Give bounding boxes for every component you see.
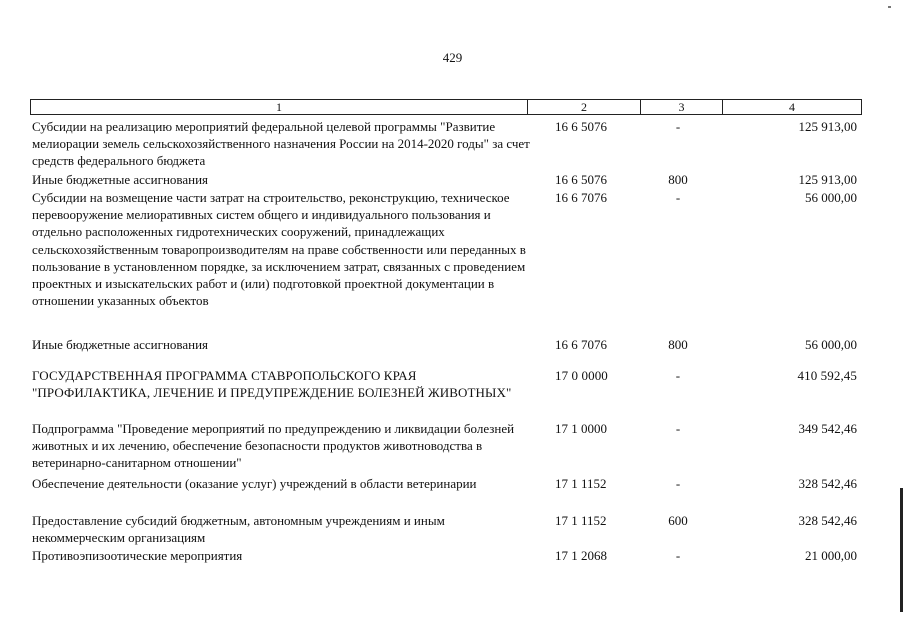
scan-artifact [888,6,891,8]
row-name: ГОСУДАРСТВЕННАЯ ПРОГРАММА СТАВРОПОЛЬСКОГО КРАЯ "ПРОФИЛАКТИКА, ЛЕЧЕНИЕ И ПРЕДУПРЕЖДЕНИЕ БОЛЕЗНЕЙ ЖИВОТНЫХ" [32,368,512,401]
row-amount: 328 542,46 [798,513,857,528]
row-amount: 125 913,00 [798,172,857,187]
row-vr: 800 [668,337,688,352]
row-vr: - [675,368,681,383]
row-amount: 125 913,00 [798,119,857,134]
row-code: 17 1 1152 [555,513,607,528]
row-name: Субсидии на реализацию мероприятий федеральной целевой программы "Развитие мелиорации земель сельскохозяйственного назначения России на 2014-2020 годы" за счет средств федерального бюджета [32,119,530,169]
row-amount: 328 542,46 [798,476,857,491]
row-code: 16 6 7076 [555,190,607,205]
row-vr: - [675,421,681,436]
row-vr: 800 [668,172,688,187]
row-code: 17 1 2068 [555,548,607,563]
table-header [30,99,862,115]
header-col-1: 1 [31,100,528,114]
row-name: Обеспечение деятельности (оказание услуг) учреждений в области ветеринарии [32,476,477,491]
row-name: Иные бюджетные ассигнования [32,172,209,187]
row-amount: 410 592,45 [797,368,857,383]
page-number: 429 [442,50,463,65]
row-vr: - [675,476,681,491]
row-vr: 600 [668,513,688,528]
row-name: Подпрограмма "Проведение мероприятий по предупреждению и ликвидации болезней животных и их лечению, обеспечение безопасности продуктов животноводства в ветеринарно-санитарном отношении" [32,421,515,471]
scan-artifact [900,488,903,612]
row-name: Иные бюджетные ассигнования [32,337,209,352]
row-name: Противоэпизоотические мероприятия [32,548,243,563]
header-col-2: 2 [528,100,641,114]
row-amount: 349 542,46 [798,421,857,436]
row-code: 16 6 7076 [555,337,607,352]
row-vr: - [675,548,681,563]
row-name: Предоставление субсидий бюджетным, автономным учреждениям и иным некоммерческим организациям [32,513,445,546]
row-code: 17 0 0000 [555,368,608,383]
row-code: 17 1 0000 [555,421,607,436]
row-code: 17 1 1152 [555,476,607,491]
row-amount: 21 000,00 [805,548,857,563]
row-code: 16 6 5076 [555,172,607,187]
row-name: Субсидии на возмещение части затрат на строительство, реконструкцию, техническое перевооружение мелиоративных систем общего и индивидуального пользования и отдельно расположенных гидротехнических сооружений, принадлежащих сельскохозяйственным товаропроизводителям на праве собственности или переданных в пользование в установленном порядке, за исключением затрат, связанных с проведением проектных и изыскательских работ и (или) подготовкой проектной документации в отношении указанных объектов [32,190,526,309]
header-col-3: 3 [641,100,723,114]
row-amount: 56 000,00 [805,190,857,205]
row-code: 16 6 5076 [555,119,607,134]
row-vr: - [675,119,681,134]
header-col-4: 4 [789,100,795,114]
row-amount: 56 000,00 [805,337,857,352]
row-vr: - [675,190,681,205]
